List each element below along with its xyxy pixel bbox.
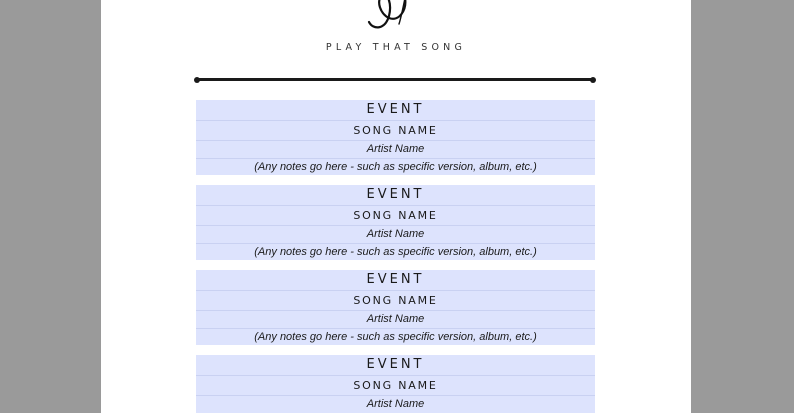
song-name: SONG NAME [196,376,595,396]
event-label: EVENT [196,185,595,206]
divider-end-dot [194,77,200,83]
song-entry [196,355,595,413]
artist-name: Artist Name [196,226,595,244]
song-list [196,100,595,413]
script-monogram-logo [339,0,439,38]
song-name: SONG NAME [196,291,595,311]
song-entry [196,100,595,175]
song-entry [196,270,595,345]
event-label: EVENT [196,270,595,291]
document-page [101,0,691,413]
event-label: EVENT [196,100,595,121]
song-notes: (Any notes go here - such as specific version, album, etc.) [254,246,537,258]
artist-name: Artist Name [196,311,595,329]
song-entry [196,185,595,260]
divider-rule [197,78,593,81]
song-name: SONG NAME [196,121,595,141]
artist-name: Artist Name [196,141,595,159]
song-name: SONG NAME [196,206,595,226]
artist-name: Artist Name [196,396,595,413]
page-subtitle: PLAY THAT SONG [325,42,467,53]
event-label: EVENT [196,355,595,376]
song-notes: (Any notes go here - such as specific version, album, etc.) [254,331,537,343]
divider-end-dot [590,77,596,83]
song-notes: (Any notes go here - such as specific version, album, etc.) [254,161,537,173]
